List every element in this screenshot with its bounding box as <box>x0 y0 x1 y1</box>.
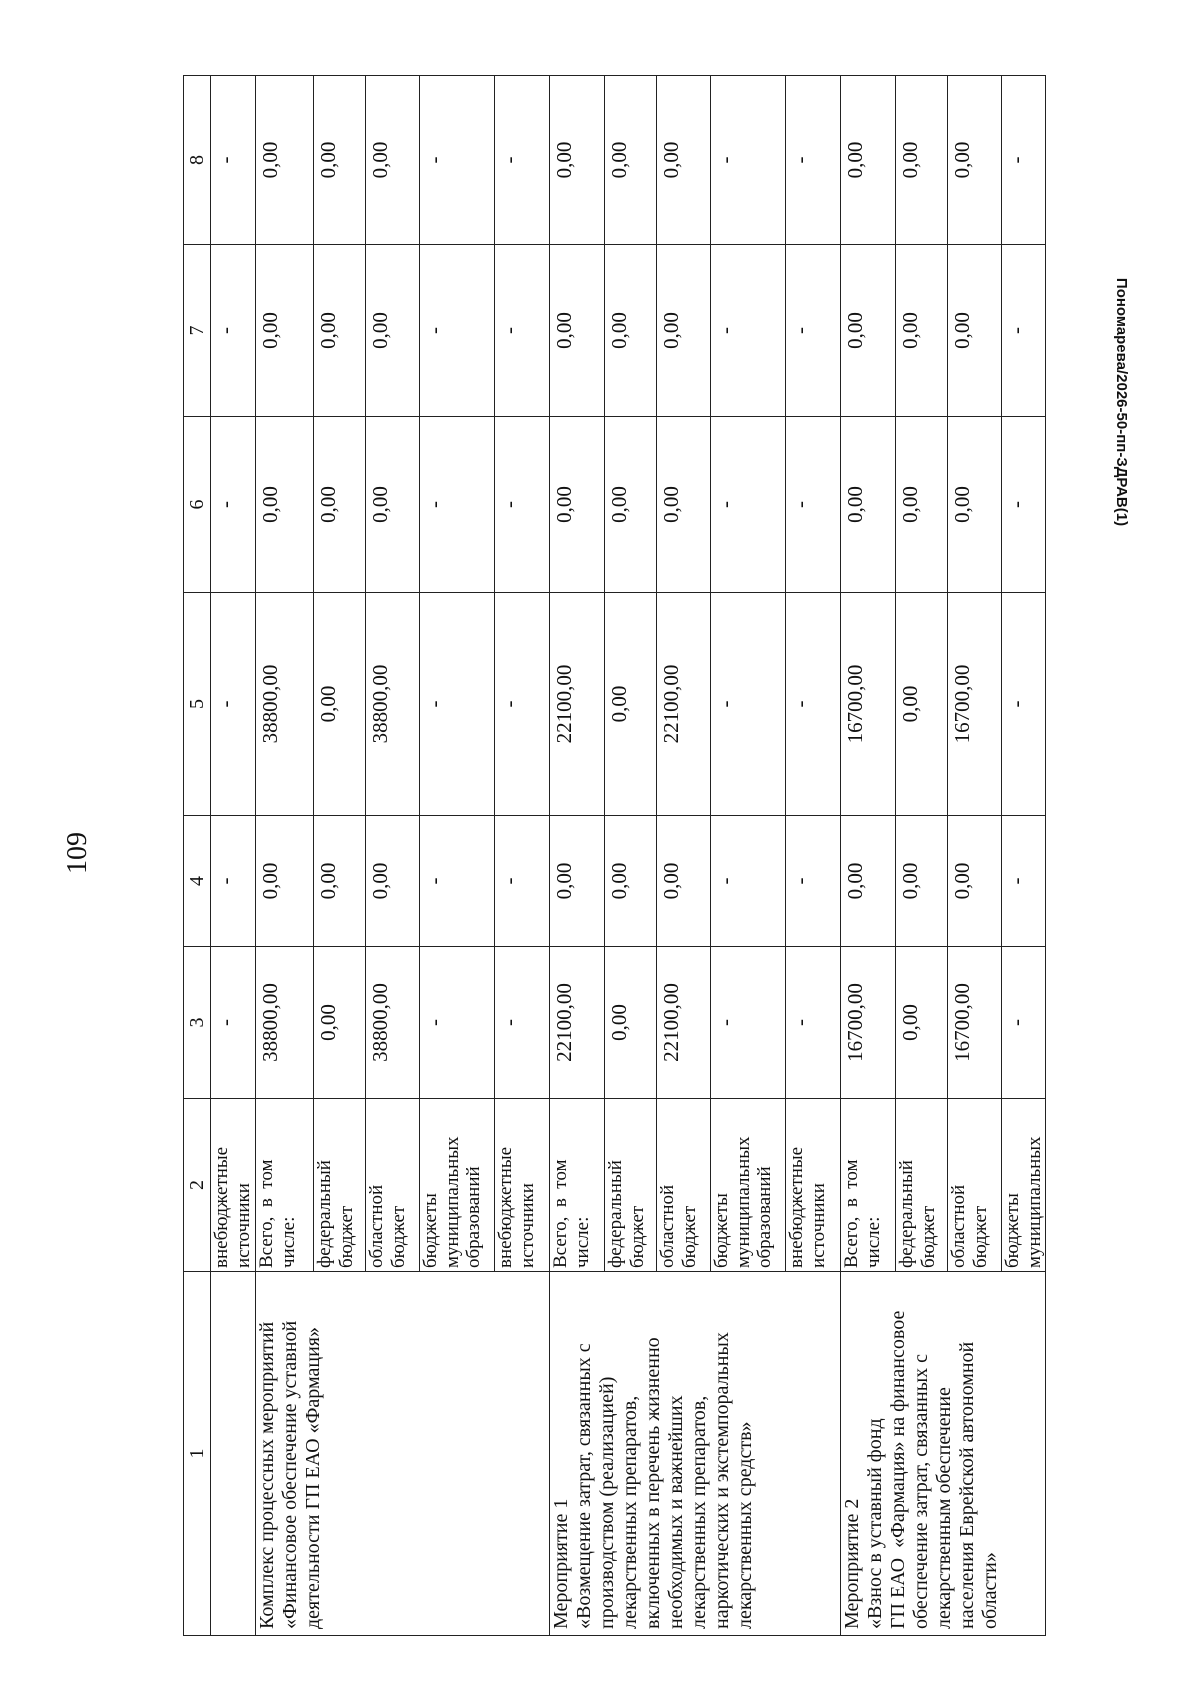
project-name-line: включенных в перечень жизненно <box>641 1337 664 1629</box>
funding-source-line: бюджеты <box>419 1193 441 1268</box>
value-cell-col-6: 0,00 <box>895 417 947 593</box>
value-cell-col-6: 0,00 <box>656 417 710 593</box>
value-cell-col-5: 16700,00 <box>840 593 895 816</box>
funding-source-cell <box>710 1099 785 1272</box>
funding-source-cell <box>947 1099 1001 1272</box>
project-name-line: лекарственных средств» <box>733 1421 756 1629</box>
value-cell-col-6: - <box>494 417 549 593</box>
value-cell-col-4: 0,00 <box>947 816 1001 947</box>
funding-source-line: внебюджетные <box>211 1146 232 1268</box>
funding-source-cell <box>785 1099 840 1272</box>
value-cell-col-7: 0,00 <box>313 245 365 417</box>
value-cell-col-8: - <box>785 76 840 245</box>
column-number-7: 7 <box>184 245 211 417</box>
value-cell-col-5: 0,00 <box>604 593 656 816</box>
value-cell-col-3: - <box>710 947 785 1099</box>
value-cell-col-6: 0,00 <box>313 417 365 593</box>
value-cell-col-3: 16700,00 <box>840 947 895 1099</box>
value-cell-col-3: - <box>211 947 256 1099</box>
value-cell-col-5: - <box>1001 593 1046 816</box>
funding-source-line: внебюджетные <box>494 1146 516 1268</box>
value-cell-col-6: - <box>710 417 785 593</box>
value-cell-col-5: 0,00 <box>313 593 365 816</box>
funding-source-line: областной <box>365 1184 387 1268</box>
column-number-4: 4 <box>184 816 211 947</box>
funding-source-cell <box>604 1099 656 1272</box>
value-cell-col-4: - <box>710 816 785 947</box>
funding-source-line: образований <box>754 1166 776 1268</box>
project-name-line: ГП ЕАО «Фармация» на финансовое <box>886 1310 909 1629</box>
table-header-row <box>184 76 211 1636</box>
funding-source-line: внебюджетные <box>785 1146 807 1268</box>
funding-source-line: бюджет <box>335 1205 357 1268</box>
project-name-line: Мероприятие 2 <box>840 1498 863 1629</box>
funding-source-line: Всего, в том <box>255 1159 277 1268</box>
value-cell-col-4: 0,00 <box>255 816 313 947</box>
value-cell-col-8: - <box>1001 76 1046 245</box>
value-cell-col-3: - <box>494 947 549 1099</box>
value-cell-col-8: 0,00 <box>604 76 656 245</box>
project-name-line: обеспечение затрат, связанных с <box>909 1353 932 1629</box>
value-cell-col-4: - <box>785 816 840 947</box>
value-cell-col-6: - <box>211 417 256 593</box>
funding-source-line: Всего, в том <box>549 1159 571 1268</box>
funding-source-line: бюджет <box>387 1205 409 1268</box>
value-cell-col-3: 0,00 <box>895 947 947 1099</box>
value-cell-col-8: 0,00 <box>656 76 710 245</box>
project-name-line: необходимых и важнейших <box>664 1395 687 1629</box>
value-cell-col-5: - <box>785 593 840 816</box>
value-cell-col-3: - <box>1001 947 1046 1099</box>
value-cell-col-3: 0,00 <box>313 947 365 1099</box>
project-name-line: «Взнос в уставный фонд <box>863 1418 886 1629</box>
value-cell-col-4: 0,00 <box>365 816 419 947</box>
funding-source-cell <box>656 1099 710 1272</box>
funding-source-line: бюджет <box>969 1205 991 1268</box>
funding-source-cell <box>211 1099 256 1272</box>
value-cell-col-7: - <box>785 245 840 417</box>
value-cell-col-4: - <box>211 816 256 947</box>
project-name-line: наркотических и экстемпоральных <box>710 1332 733 1629</box>
value-cell-col-7: - <box>494 245 549 417</box>
value-cell-col-6: 0,00 <box>604 417 656 593</box>
table-row <box>255 76 313 1636</box>
value-cell-col-4: 0,00 <box>840 816 895 947</box>
funding-source-line: областной <box>656 1184 678 1268</box>
value-cell-col-8: 0,00 <box>947 76 1001 245</box>
value-cell-col-3: 16700,00 <box>947 947 1001 1099</box>
value-cell-col-5: 38800,00 <box>255 593 313 816</box>
value-cell-col-4: 0,00 <box>895 816 947 947</box>
project-name-line: производством (реализацией) <box>595 1376 618 1629</box>
value-cell-col-8: - <box>419 76 494 245</box>
value-cell-col-7: 0,00 <box>604 245 656 417</box>
value-cell-col-8: 0,00 <box>313 76 365 245</box>
value-cell-col-7: 0,00 <box>255 245 313 417</box>
project-name-line: деятельности ГП ЕАО «Фармация» <box>301 1327 324 1629</box>
value-cell-col-5: 38800,00 <box>365 593 419 816</box>
value-cell-col-3: - <box>785 947 840 1099</box>
value-cell-col-6: 0,00 <box>255 417 313 593</box>
value-cell-col-5: - <box>494 593 549 816</box>
value-cell-col-7: 0,00 <box>656 245 710 417</box>
value-cell-col-6: - <box>419 417 494 593</box>
funding-source-line: бюджет <box>917 1205 939 1268</box>
funding-source-cell <box>895 1099 947 1272</box>
project-name-cell <box>549 1272 840 1636</box>
value-cell-col-8: - <box>710 76 785 245</box>
column-number-2: 2 <box>184 1099 211 1272</box>
budget-table-body <box>184 76 1046 1636</box>
funding-source-line: федеральный <box>604 1160 626 1268</box>
value-cell-col-6: 0,00 <box>365 417 419 593</box>
value-cell-col-3: 38800,00 <box>365 947 419 1099</box>
funding-source-cell <box>419 1099 494 1272</box>
rotated-page-content <box>183 76 1045 1636</box>
funding-source-cell <box>365 1099 419 1272</box>
funding-source-line: муниципальных <box>1023 1136 1045 1268</box>
column-number-1: 1 <box>184 1272 211 1636</box>
value-cell-col-4: 0,00 <box>549 816 604 947</box>
value-cell-col-5: 0,00 <box>895 593 947 816</box>
value-cell-col-7: - <box>710 245 785 417</box>
funding-source-line: бюджет <box>678 1205 700 1268</box>
value-cell-col-8: 0,00 <box>549 76 604 245</box>
value-cell-col-8: 0,00 <box>255 76 313 245</box>
funding-source-line: источники <box>807 1183 829 1268</box>
project-name-cell <box>211 1272 256 1636</box>
value-cell-col-7: 0,00 <box>840 245 895 417</box>
funding-source-cell <box>255 1099 313 1272</box>
value-cell-col-5: 22100,00 <box>549 593 604 816</box>
funding-source-cell <box>1001 1099 1046 1272</box>
funding-source-line: источники <box>516 1183 538 1268</box>
column-number-6: 6 <box>184 417 211 593</box>
document-footer-code: Пономарева/2026-50-пп-ЗДРАВ(1) <box>1113 277 1130 527</box>
value-cell-col-6: 0,00 <box>840 417 895 593</box>
funding-source-line: источники <box>232 1183 254 1268</box>
value-cell-col-4: 0,00 <box>313 816 365 947</box>
column-number-8: 8 <box>184 76 211 245</box>
project-name-cell <box>255 1272 549 1636</box>
budget-table <box>183 75 1046 1636</box>
value-cell-col-4: - <box>419 816 494 947</box>
funding-source-line: муниципальных <box>732 1136 754 1268</box>
value-cell-col-6: - <box>785 417 840 593</box>
project-name-line: «Финансовое обеспечение уставной <box>278 1320 301 1629</box>
value-cell-col-8: 0,00 <box>895 76 947 245</box>
value-cell-col-7: 0,00 <box>895 245 947 417</box>
funding-source-line: образований <box>463 1166 485 1268</box>
value-cell-col-4: - <box>494 816 549 947</box>
value-cell-col-3: 22100,00 <box>656 947 710 1099</box>
project-name-line: населения Еврейской автономной <box>955 1341 978 1629</box>
funding-source-line: бюджеты <box>1001 1193 1023 1268</box>
table-row <box>549 76 604 1636</box>
table-row <box>211 76 256 1636</box>
column-number-5: 5 <box>184 593 211 816</box>
value-cell-col-3: 0,00 <box>604 947 656 1099</box>
value-cell-col-4: 0,00 <box>604 816 656 947</box>
funding-source-cell <box>549 1099 604 1272</box>
project-name-line: «Возмещение затрат, связанных с <box>572 1343 595 1629</box>
funding-source-line: бюджет <box>626 1205 648 1268</box>
funding-source-line: федеральный <box>313 1160 335 1268</box>
value-cell-col-8: - <box>494 76 549 245</box>
funding-source-line: Всего, в том <box>840 1159 862 1268</box>
value-cell-col-7: - <box>419 245 494 417</box>
value-cell-col-8: 0,00 <box>365 76 419 245</box>
funding-source-cell <box>494 1099 549 1272</box>
funding-source-line: числе: <box>862 1216 884 1268</box>
value-cell-col-5: - <box>211 593 256 816</box>
project-name-line: лекарственным обеспечение <box>932 1387 955 1629</box>
funding-source-line: муниципальных <box>441 1136 463 1268</box>
project-name-cell <box>840 1272 1046 1636</box>
value-cell-col-5: - <box>710 593 785 816</box>
project-name-line: Комплекс процессных мероприятий <box>255 1321 278 1629</box>
funding-source-line: бюджеты <box>710 1193 732 1268</box>
project-name-line: Мероприятие 1 <box>549 1498 572 1629</box>
project-name-line: лекарственных препаратов, <box>687 1395 710 1629</box>
funding-source-line: числе: <box>571 1216 593 1268</box>
table-row <box>840 76 895 1636</box>
funding-source-line: областной <box>947 1184 969 1268</box>
funding-source-line: федеральный <box>895 1160 917 1268</box>
value-cell-col-6: - <box>1001 417 1046 593</box>
value-cell-col-7: 0,00 <box>549 245 604 417</box>
value-cell-col-7: 0,00 <box>947 245 1001 417</box>
value-cell-col-6: 0,00 <box>549 417 604 593</box>
value-cell-col-8: - <box>211 76 256 245</box>
project-name-line: области» <box>978 1552 1001 1629</box>
value-cell-col-7: 0,00 <box>365 245 419 417</box>
value-cell-col-5: 16700,00 <box>947 593 1001 816</box>
value-cell-col-5: - <box>419 593 494 816</box>
value-cell-col-5: 22100,00 <box>656 593 710 816</box>
value-cell-col-6: 0,00 <box>947 417 1001 593</box>
value-cell-col-3: - <box>419 947 494 1099</box>
column-number-3: 3 <box>184 947 211 1099</box>
value-cell-col-7: - <box>211 245 256 417</box>
value-cell-col-8: 0,00 <box>840 76 895 245</box>
value-cell-col-3: 22100,00 <box>549 947 604 1099</box>
funding-source-cell <box>313 1099 365 1272</box>
value-cell-col-4: - <box>1001 816 1046 947</box>
value-cell-col-7: - <box>1001 245 1046 417</box>
project-name-line: лекарственных препаратов, <box>618 1395 641 1629</box>
funding-source-line: числе: <box>277 1216 299 1268</box>
value-cell-col-3: 38800,00 <box>255 947 313 1099</box>
value-cell-col-4: 0,00 <box>656 816 710 947</box>
funding-source-cell <box>840 1099 895 1272</box>
page-number: 109 <box>62 832 93 874</box>
